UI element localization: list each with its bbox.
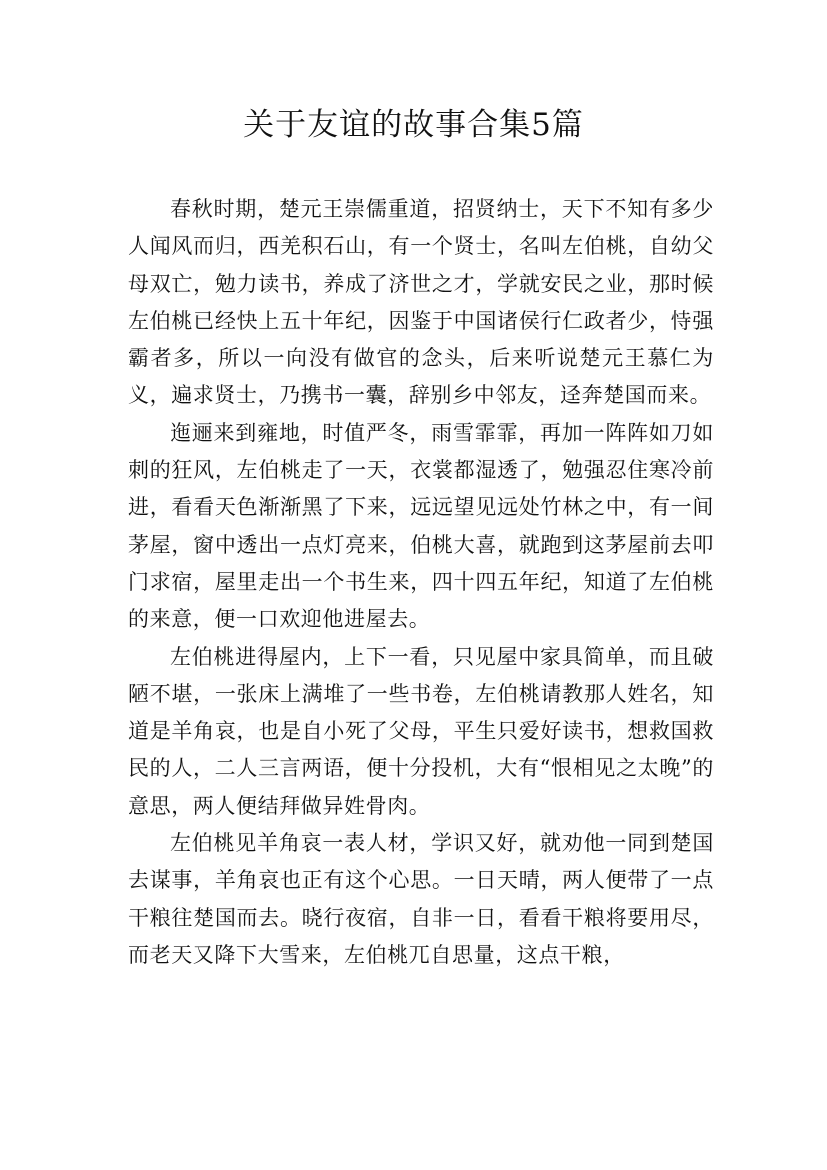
paragraph: 春秋时期，楚元王崇儒重道，招贤纳士，天下不知有多少人闻风而归，西羌积石山，有一个贤士，名叫左伯桃，自幼父母双亡，勉力读书，养成了济世之才，学就安民之业，那时候左伯桃已经快上五十年纪，因鉴于中国诸侯行仁政者少，恃强霸者多，所以一向没有做官的念头，后来听说楚元王慕仁为义，遍求贤士，乃携书一囊，辞别乡中邻友，迳奔楚国而来。 — [128, 197, 714, 408]
paragraph: 迤逦来到雍地，时值严冬，雨雪霏霏，再加一阵阵如刀如刺的狂风，左伯桃走了一天，衣裳都湿透了，勉强忍住寒冷前进，看看天色渐渐黑了下来，远远望见远处竹林之中，有一间茅屋，窗中透出一点灯亮来，伯桃大喜，就跑到这茅屋前去叩门求宿，屋里走出一个书生来，四十四五年纪，知道了左伯桃的来意，便一口欢迎他进屋去。 — [128, 420, 714, 632]
document-body — [128, 191, 714, 974]
paragraph: 左伯桃见羊角哀一表人材，学识又好，就劝他一同到楚国去谋事，羊角哀也正有这个心思。一日天晴，两人便带了一点干粮往楚国而去。晓行夜宿，自非一日，看看干粮将要用尽，而老天又降下大雪来，左伯桃兀自思量，这点干粮， — [128, 831, 714, 967]
document-title: 关于友谊的故事合集5篇 — [243, 107, 584, 143]
paragraph: 左伯桃进得屋内，上下一看，只见屋中家具简单，而且破陋不堪，一张床上满堆了一些书卷，左伯桃请教那人姓名，知道是羊角哀，也是自小死了父母，平生只爱好读书，想救国救民的人，二人三言两语，便十分投机，大有“恨相见之太晚”的意思，两人便结拜做异姓骨肉。 — [128, 644, 714, 818]
